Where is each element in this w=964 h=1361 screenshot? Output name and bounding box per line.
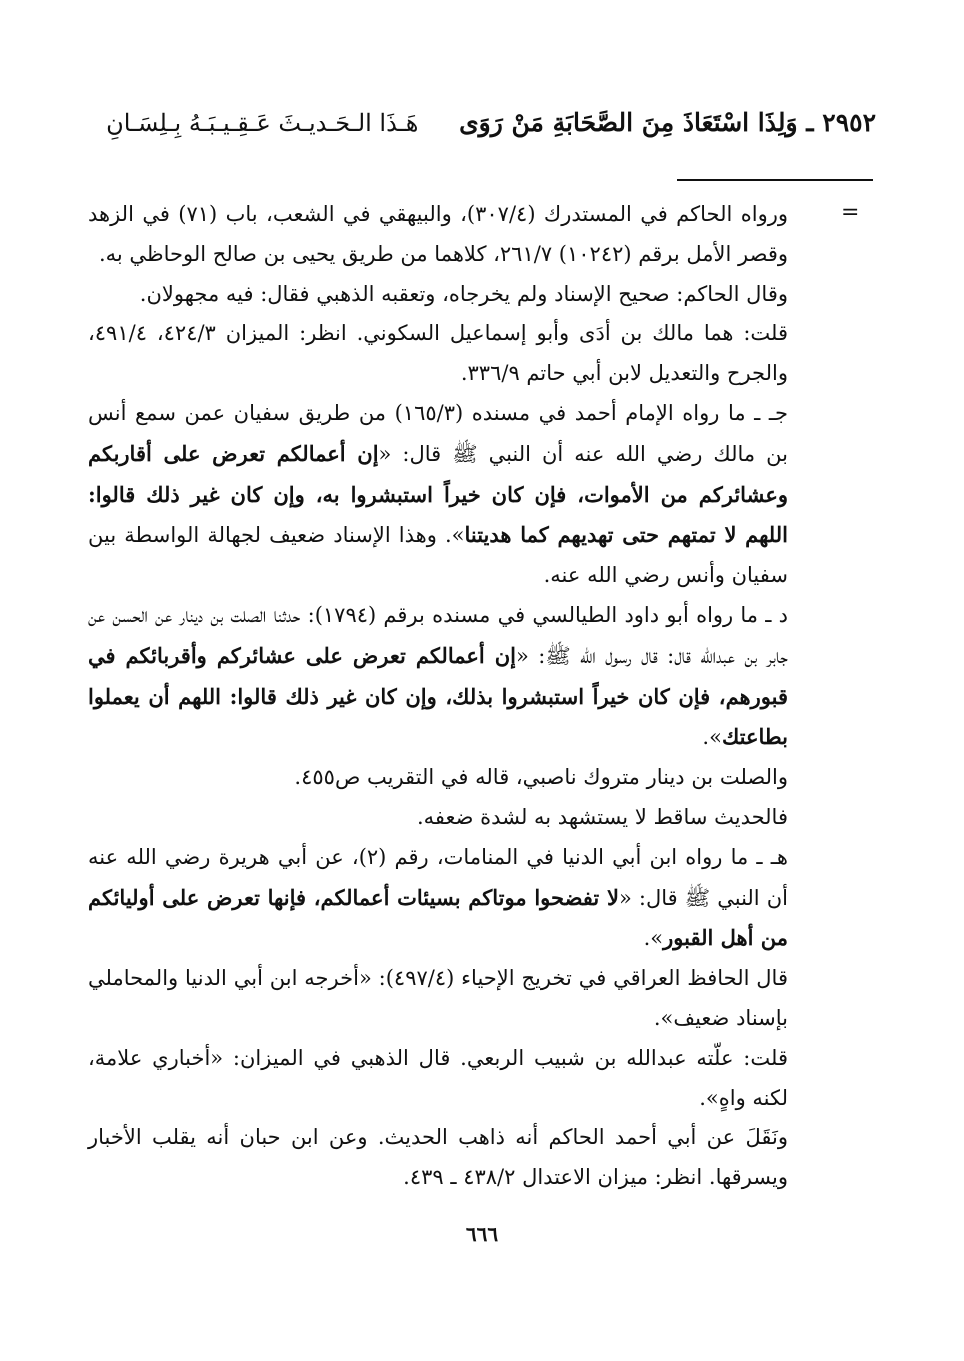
paragraph-text: د ـ ما رواه أبو داود الطيالسي في مسنده برقم (١٧٩٤): حدثنا الصلت بن دينار عن الحسن عن جابر بن عبدالله قال: قال رسول الله ﷺ: « <box>88 602 789 668</box>
page-number: ٦٦٦ <box>465 1222 499 1246</box>
paragraph: قلت: هما مالك بن أدَى وأبو إسماعيل السكوني. انظر: الميزان ٤٢٤/٣، ٤٩١/٤، والجرح والتعديل لابن أبي حاتم ٣٣٦/٩. <box>88 321 789 386</box>
topic-heading: هَـذَا الـحَـديـثَ عَـقِـيـبَـهُ بِـلِسَـانِ <box>106 109 419 137</box>
footnote-separator <box>677 179 873 181</box>
paragraph-text: ». <box>643 926 664 951</box>
hadith-heading: ٢٩٥٢ ـ وَلِذَا اسْتَعَاذَ مِنَ الصَّحَابَةِ مَنْ رَوَى <box>459 108 876 137</box>
paragraph <box>88 394 788 596</box>
continuation-mark: = <box>841 200 860 225</box>
paragraph: وروا‌ه الحاكم في المستدرك (٣٠٧/٤)، والبيهقي في الشعب، باب (٧١) في الزهد وقصر الأمل برقم (١٠٢٤٢) ٢٦١/٧، كلاهما من طريق يحيى بن صالح الوحاظي به. <box>88 202 788 266</box>
footnote-body <box>88 195 788 1198</box>
paragraph-text: جـ ـ ما رواه الإمام أحمد في مسنده (١٦٥/٣) من طريق سفيان عمن سمع أنس بن مالك رضي الله عنه أن النبي ﷺ قال: « <box>88 400 788 466</box>
paragraph <box>88 838 788 959</box>
paragraph: وقال الحاكم: صحيح الإسناد ولم يخرجاه، وتعقبه الذهبي فقال: فيه مجهولان. <box>139 281 788 306</box>
hadith-quote: إن أعمالكم تعرض على عشائركم وأقربائكم في قبورهم، فإن كان خيراً استبشروا بذلك، وإن كان غير ذلك قالوا: اللهم أن يعملوا بطاعتك <box>88 642 789 750</box>
page-header <box>70 108 876 137</box>
paragraph-text: ». <box>702 725 722 750</box>
hadith-quote: إن أعمالكم تعرض على أقاربكم وعشائركم من الأموات، فإن كان خيراً استبشروا به، وإن كان غير ذلك قالوا: اللهم لا تمتهم حتى تهديهم كما هديتنا <box>88 440 788 548</box>
paragraph-text: ». وهذا الإسناد ضعيف لجهالة الواسطة بين سفيان وأنس رضي الله عنه. <box>88 523 788 588</box>
paragraph: قال الحافظ العراقي في تخريج الإحياء (٤٩٧/٤): «أخرجه ابن أبي الدنيا والمحاملي بإسناد ضعيف». <box>88 966 788 1030</box>
paragraph: ونَقَلَ عن أبي أحمد الحاكم أنه ذاهب الحديث. وعن ابن حبان أنه يقلب الأخبار ويسرقها. انظر: ميزان الاعتدال ٤٣٨/٢ ـ ٤٣٩. <box>88 1125 788 1190</box>
paragraph <box>88 596 788 758</box>
paragraph: قلت: علّته عبدالله بن شبيب الربعي. قال الذهبي في الميزان: «أخباري علامة، لكنه واهٍ». <box>88 1045 788 1110</box>
hadith-quote: لا تفضحوا موتاكم بسيئات أعمالكم، فإنها تعرض على أوليائكم من أهل القبور <box>88 884 788 951</box>
paragraph: فالحديث ساقط لا يستشهد به لشدة ضعفه. <box>416 804 788 829</box>
paragraph: والصلت بن دينار متروك ناصبي، قاله في التقريب ص٤٥٥. <box>294 765 788 790</box>
paragraph-text: هـ ـ ما رواه ابن أبي الدنيا في المنامات، رقم (٢)، عن أبي هريرة رضي الله عنه أن النبي ﷺ قال: « <box>88 844 788 910</box>
